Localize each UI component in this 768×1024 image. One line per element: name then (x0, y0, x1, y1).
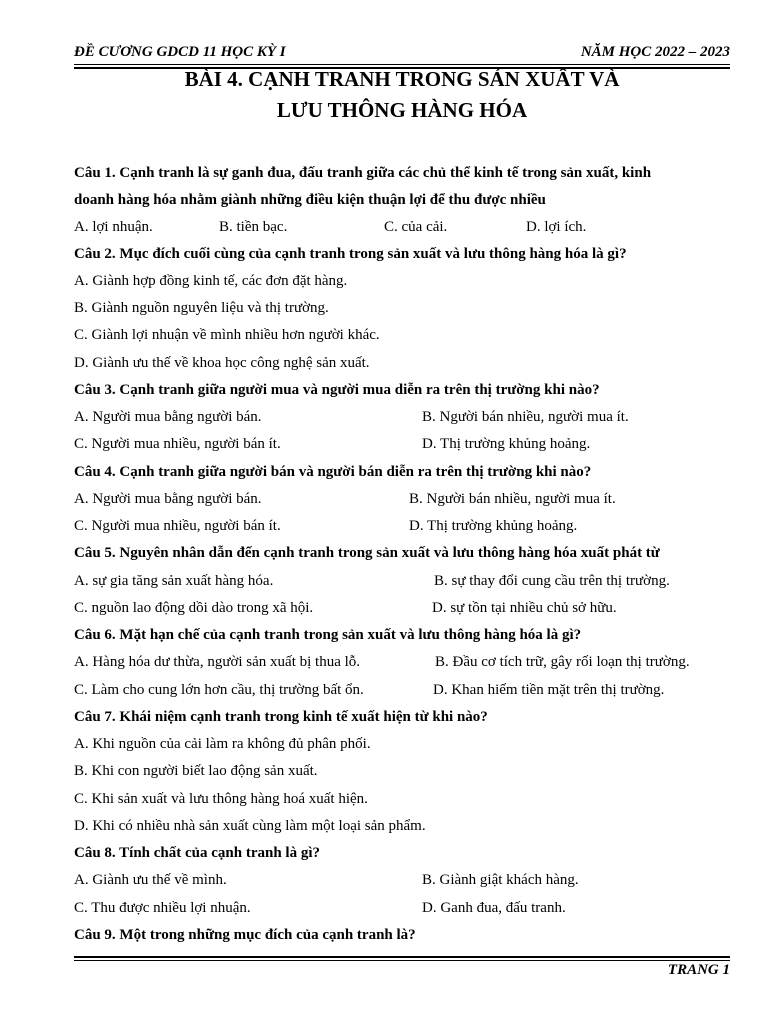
question-7-option-d: D. Khi có nhiều nhà sản xuất cùng làm một loại sản phẩm. (74, 818, 426, 834)
page-header (74, 44, 730, 64)
question-3-option-a: A. Người mua bằng người bán. (74, 409, 262, 425)
question-5-option-c: C. nguồn lao động dồi dào trong xã hội. (74, 600, 314, 616)
question-6: Câu 6. Mặt hạn chế của cạnh tranh trong sản xuất và lưu thông hàng hóa là gì? (74, 627, 582, 643)
lesson-title-line1: BÀI 4. CẠNH TRANH TRONG SẢN XUẤT VÀ (184, 67, 620, 91)
question-1-line2: doanh hàng hóa nhằm giành những điều kiện thuận lợi để thu được nhiều (74, 192, 546, 208)
question-1-option-a: A. lợi nhuận. (74, 219, 153, 235)
question-6-option-c: C. Làm cho cung lớn hơn cầu, thị trường bất ổn. (74, 682, 364, 698)
question-2-option-b: B. Giành nguồn nguyên liệu và thị trường. (74, 300, 329, 316)
question-3-option-d: D. Thị trường khủng hoảng. (422, 436, 591, 452)
question-2-option-d: D. Giành ưu thế về khoa học công nghệ sản xuất. (74, 355, 370, 371)
question-8-option-a: A. Giành ưu thế về mình. (74, 872, 227, 888)
header-divider-thin (74, 64, 730, 65)
header-course-title: ĐỀ CƯƠNG GDCD 11 HỌC KỲ I (74, 44, 286, 60)
question-4: Câu 4. Cạnh tranh giữa người bán và người bán diễn ra trên thị trường khi nào? (74, 464, 592, 480)
question-5-option-a: A. sự gia tăng sản xuất hàng hóa. (74, 573, 274, 589)
question-4-option-b: B. Người bán nhiều, người mua ít. (409, 491, 616, 507)
question-6-option-a: A. Hàng hóa dư thừa, người sản xuất bị thua lỗ. (74, 654, 361, 670)
question-3: Câu 3. Cạnh tranh giữa người mua và người mua diễn ra trên thị trường khi nào? (74, 382, 600, 398)
question-4-option-d: D. Thị trường khủng hoảng. (409, 518, 578, 534)
question-3-option-c: C. Người mua nhiều, người bán ít. (74, 436, 281, 452)
question-1-option-d: D. lợi ích. (526, 219, 587, 235)
question-2-option-a: A. Giành hợp đồng kinh tế, các đơn đặt hàng. (74, 273, 348, 289)
question-7-option-c: C. Khi sản xuất và lưu thông hàng hoá xuất hiện. (74, 791, 368, 807)
question-8-option-c: C. Thu được nhiều lợi nhuận. (74, 900, 251, 916)
question-8-option-d: D. Ganh đua, đấu tranh. (422, 900, 566, 916)
question-6-option-b: B. Đầu cơ tích trữ, gây rối loạn thị trường. (435, 654, 690, 670)
question-3-option-b: B. Người bán nhiều, người mua ít. (422, 409, 629, 425)
footer-divider-thick (74, 956, 730, 958)
question-2-option-c: C. Giành lợi nhuận về mình nhiều hơn người khác. (74, 327, 380, 343)
question-5-option-d: D. sự tồn tại nhiều chủ sở hữu. (432, 600, 617, 616)
question-9: Câu 9. Một trong những mục đích của cạnh tranh là? (74, 927, 416, 943)
question-2: Câu 2. Mục đích cuối cùng của cạnh tranh trong sản xuất và lưu thông hàng hóa là gì? (74, 246, 627, 262)
question-1-line1: Câu 1. Cạnh tranh là sự ganh đua, đấu tranh giữa các chủ thể kinh tế trong sản xuất, kinh (74, 165, 652, 181)
page-number: TRANG 1 (667, 962, 730, 978)
question-5: Câu 5. Nguyên nhân dẫn đến cạnh tranh trong sản xuất và lưu thông hàng hóa xuất phát từ (74, 545, 660, 561)
question-5-option-b: B. sự thay đổi cung cầu trên thị trường. (434, 573, 670, 589)
question-1-option-c: C. của cải. (384, 219, 448, 235)
question-7-option-b: B. Khi con người biết lao động sản xuất. (74, 763, 318, 779)
question-8: Câu 8. Tính chất của cạnh tranh là gì? (74, 845, 321, 861)
footer-divider-thin (74, 960, 730, 961)
question-4-option-c: C. Người mua nhiều, người bán ít. (74, 518, 281, 534)
question-8-option-b: B. Giành giật khách hàng. (422, 872, 579, 888)
question-1-option-b: B. tiền bạc. (219, 219, 288, 235)
question-4-option-a: A. Người mua bằng người bán. (74, 491, 262, 507)
question-7-option-a: A. Khi nguồn của cải làm ra không đủ phân phối. (74, 736, 371, 752)
lesson-title-line2: LƯU THÔNG HÀNG HÓA (276, 98, 528, 122)
question-6-option-d: D. Khan hiếm tiền mặt trên thị trường. (433, 682, 665, 698)
question-7: Câu 7. Khái niệm cạnh tranh trong kinh tế xuất hiện từ khi nào? (74, 709, 488, 725)
header-school-year: NĂM HỌC 2022 – 2023 (580, 44, 730, 60)
